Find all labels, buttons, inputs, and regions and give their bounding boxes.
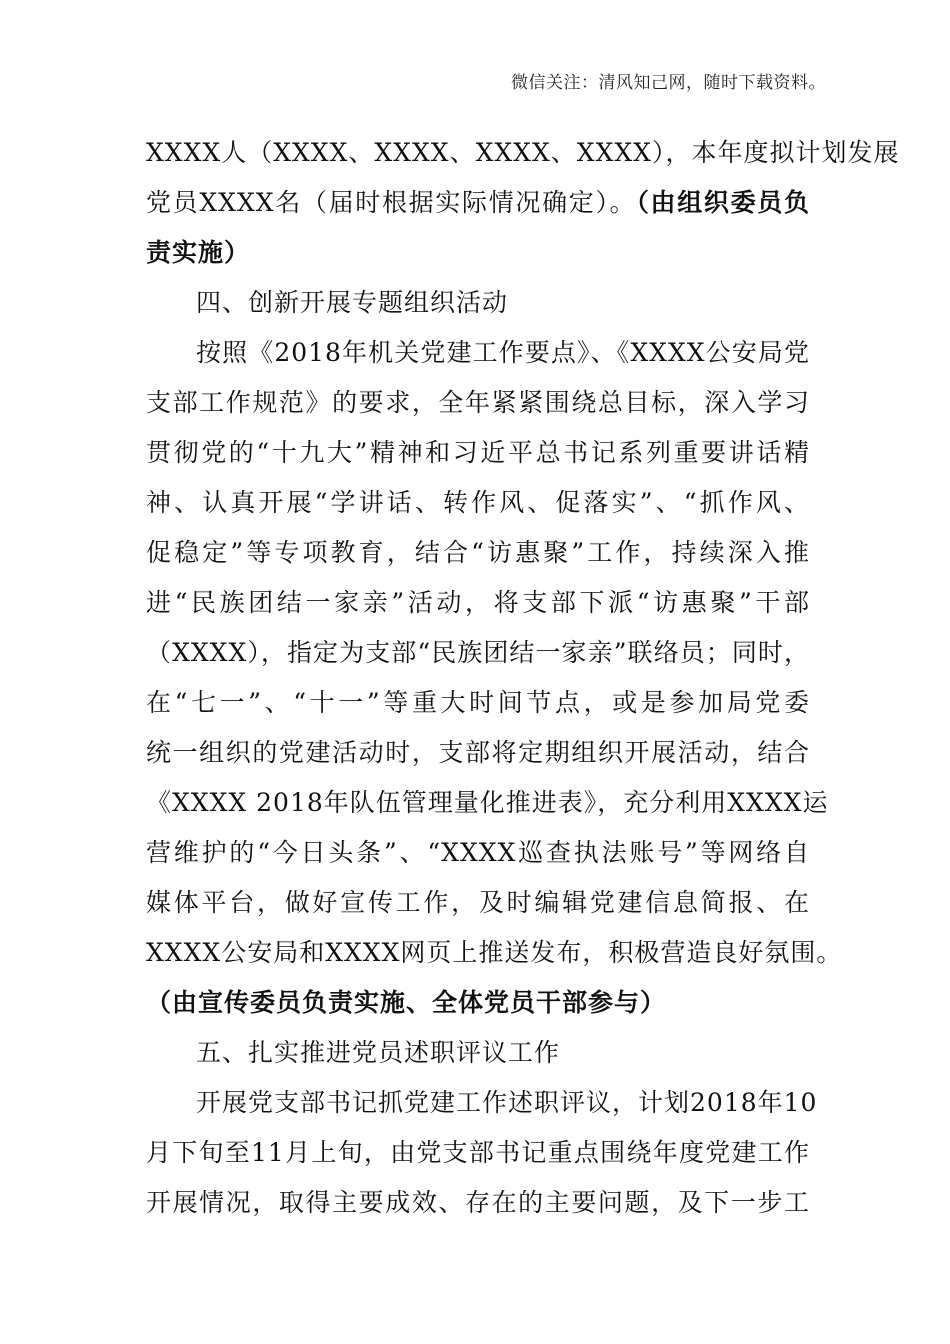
document-body [146, 128, 900, 1228]
text-line: 开展情况，取得主要成效、存在的主要问题，及下一步工 [146, 1188, 810, 1217]
text-line: 《XXXX 2018年队伍管理量化推进表》，充分利用XXXX运 [146, 788, 829, 817]
text-line: 月下旬至11月上旬，由党支部书记重点围绕年度党建工作 [146, 1138, 810, 1167]
text-line [146, 978, 810, 1028]
header-note: 微信关注：清风知己网，随时下载资料。 [511, 73, 826, 93]
paragraph-first-line: 按照《2018年机关党建工作要点》、《XXXX公安局党 [196, 338, 810, 367]
responsibility-note: （由宣传委员负责实施、全体党员干部参与） [146, 988, 667, 1017]
responsibility-note: 责实施） [146, 238, 251, 267]
text-line: 促稳定”等专项教育，结合“访惠聚”工作，持续深入推 [146, 538, 810, 567]
text-line: （XXXX），指定为支部“民族团结一家亲”联络员；同时， [146, 638, 810, 667]
text-line: 支部工作规范》的要求，全年紧紧围绕总目标，深入学习 [146, 388, 810, 417]
responsibility-note: （由组织委员负 [636, 188, 810, 217]
text-line: 在“七一”、“十一”等重大时间节点，或是参加局党委 [146, 688, 810, 717]
text-line: XXXX人（XXXX、XXXX、XXXX、XXXX），本年度拟计划发展 [146, 138, 900, 167]
text-line: 贯彻党的“十九大”精神和习近平总书记系列重要讲话精 [146, 438, 810, 467]
text-line: 神、认真开展“学讲话、转作风、促落实”、“抓作风、 [146, 488, 810, 517]
text-line [146, 228, 810, 278]
paragraph-first-line: 开展党支部书记抓党建工作述职评议，计划2018年10 [196, 1088, 818, 1117]
text-line: 进“民族团结一家亲”活动，将支部下派“访惠聚”干部 [146, 588, 810, 617]
text-line: XXXX公安局和XXXX网页上推送发布，积极营造良好氛围。 [146, 938, 843, 967]
text-line: 统一组织的党建活动时，支部将定期组织开展活动，结合 [146, 738, 810, 767]
section-heading: 五、扎实推进党员述职评议工作 [196, 1038, 561, 1067]
text-line: 营维护的“今日头条”、“XXXX巡查执法账号”等网络自 [146, 838, 810, 867]
section-heading: 四、创新开展专题组织活动 [196, 288, 509, 317]
text-line: 媒体平台，做好宣传工作，及时编辑党建信息简报、在 [146, 888, 810, 917]
text-line: 党员XXXX名（届时根据实际情况确定）。（由组织委员负 [146, 188, 810, 217]
